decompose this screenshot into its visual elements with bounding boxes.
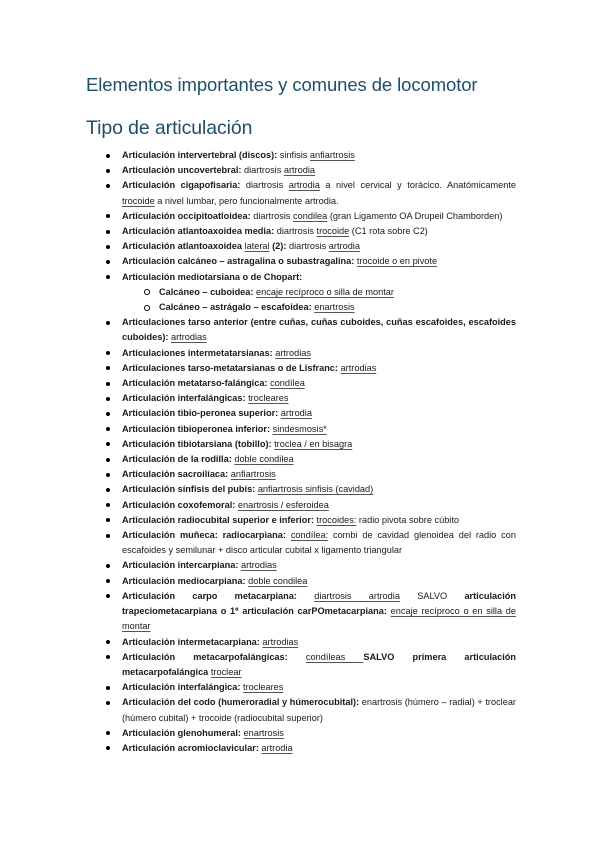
item-type: trocleares xyxy=(248,393,289,404)
item-label: Articulaciones intermetatarsianas: xyxy=(122,347,273,358)
list-item xyxy=(122,178,516,208)
item-type: enartrosis xyxy=(243,727,284,738)
item-type: artrodias xyxy=(275,347,311,358)
item-label: Articulación mediocarpiana: xyxy=(122,575,246,586)
item-label: Articulación glenohumeral: xyxy=(122,727,241,738)
item-type: doble condilea xyxy=(234,454,294,465)
list-item xyxy=(122,254,516,269)
item-label-end: (2): xyxy=(269,241,287,252)
item-label: Articulación sínfisis del pubis: xyxy=(122,484,256,495)
item-type: artrodias xyxy=(340,362,377,373)
list-item xyxy=(122,376,516,391)
list-item xyxy=(122,650,516,680)
list-item xyxy=(122,574,516,589)
sublist-item xyxy=(159,300,516,315)
item-label: articulación trapeciometacarpiana o 1ª articulación carPOmetacarpiana: xyxy=(122,590,517,617)
list-item xyxy=(122,422,516,437)
item-label: Calcáneo – cuboidea: xyxy=(159,286,254,297)
item-label: Articulación tibio-peronea superior: xyxy=(122,408,279,419)
list-item xyxy=(122,437,516,452)
item-label: Articulación calcáneo – astragalina o subastragalina: xyxy=(122,256,355,267)
item-text: a nivel lumbar, pero funcionalmente artrodia. xyxy=(154,195,339,206)
item-type: condílea: xyxy=(290,530,329,541)
item-label-underlined: lateral xyxy=(244,241,270,252)
item-text: SALVO xyxy=(399,590,465,601)
item-text: (gran Ligamento OA Drupeil Chamborden) xyxy=(327,210,503,221)
list-item xyxy=(122,148,516,163)
item-text: diartrosis xyxy=(241,165,284,176)
list-item xyxy=(122,452,516,467)
item-label: Articulación muñeca: radiocarpiana: xyxy=(122,530,286,541)
item-type: troclear xyxy=(210,666,242,677)
list-item xyxy=(122,270,516,316)
item-text: a nivel cervical y torácico. Anatómicamente xyxy=(319,180,516,191)
item-type: anfiartrosis sinfisis (cavidad) xyxy=(257,484,374,495)
item-label: Articulación cigapofisaria: xyxy=(122,180,241,191)
item-type: artrodias xyxy=(171,332,207,343)
list-item xyxy=(122,635,516,650)
list-item xyxy=(122,391,516,406)
list-item xyxy=(122,589,516,635)
list-item xyxy=(122,513,516,528)
list-item xyxy=(122,315,516,345)
item-label: Articulación intercarpiana: xyxy=(122,560,239,571)
item-label: Articulación atlantoaxoidea xyxy=(122,241,245,252)
item-label: Articulación tibioperonea inferior: xyxy=(122,423,271,434)
list-item xyxy=(122,680,516,695)
item-label: Articulación occipitoatloidea: xyxy=(122,210,251,221)
list-item xyxy=(122,209,516,224)
item-type: sindesmosis* xyxy=(272,423,327,434)
item-type: troclea / en bisagra xyxy=(274,438,353,449)
chopart-sublist xyxy=(122,285,516,315)
item-type: condilea xyxy=(293,210,328,221)
item-label: Articulación interfalángicas: xyxy=(122,393,246,404)
joint-list xyxy=(122,148,516,756)
item-label: Articulación sacroilíaca: xyxy=(122,469,229,480)
item-label: Articulación intervertebral (discos): xyxy=(122,150,278,160)
item-text xyxy=(297,591,314,601)
item-text xyxy=(288,652,306,662)
item-label: Calcáneo – astrágalo – escafoidea: xyxy=(159,302,312,313)
item-label: Articulación mediotarsiana o de Chopart: xyxy=(122,271,303,282)
item-text: diartrosis xyxy=(286,241,329,252)
list-item xyxy=(122,239,516,254)
item-type: artrodia xyxy=(280,408,312,419)
item-type: enartrosis / esferoidea xyxy=(237,499,329,510)
list-item xyxy=(122,558,516,573)
item-label: Articulación metacarpofalángicas: xyxy=(122,651,288,662)
item-label: Articulación de la rodilla: xyxy=(122,454,232,465)
item-type: trocoide o en pivote xyxy=(356,256,438,267)
item-type: artrodias xyxy=(262,636,299,647)
item-type: artrodia xyxy=(328,241,360,252)
item-label: Articulaciones tarso-metatarsianas o de Lisfranc: xyxy=(122,362,338,373)
sublist-item xyxy=(159,285,516,300)
item-label: Articulación coxofemoral: xyxy=(122,499,236,510)
item-type: trocoide xyxy=(316,226,350,237)
item-type: doble condilea xyxy=(248,575,308,586)
list-item xyxy=(122,467,516,482)
item-type: encaje recíproco o en silla de montar xyxy=(122,606,517,632)
document-title: Elementos importantes y comunes de locomotor xyxy=(86,74,478,95)
item-label: SALVO primera articulación metacarpofalángica xyxy=(122,651,517,677)
list-item xyxy=(122,346,516,361)
item-text: enartrosis (húmero – radial) + troclear (húmero cubital) + trocoide (radiocubital superior) xyxy=(122,697,516,723)
item-type: artrodias xyxy=(240,560,277,571)
item-type: trocleares xyxy=(243,682,284,693)
item-type: condílea xyxy=(270,378,305,389)
list-item xyxy=(122,498,516,513)
item-text: diartrosis xyxy=(274,226,317,237)
item-type: artrodia xyxy=(288,180,320,191)
item-label: Articulación del codo (humeroradial y húmerocubital): xyxy=(122,697,360,708)
item-text: radio pivota sobre cúbito xyxy=(356,514,460,525)
item-type: anfiartrosis xyxy=(309,150,355,160)
item-type: trocoide xyxy=(122,195,155,206)
list-item xyxy=(122,695,516,725)
list-item xyxy=(122,361,516,376)
item-type: anfiartrosis xyxy=(230,469,276,480)
section-heading: Tipo de articulación xyxy=(86,117,253,139)
list-item xyxy=(122,482,516,497)
item-type: encaje recíproco o silla de montar xyxy=(256,286,394,297)
item-label: Articulación uncovertebral: xyxy=(122,165,242,176)
item-text: sinfisis xyxy=(277,150,310,160)
item-type: trocoides: xyxy=(316,514,357,525)
item-type: diartrosis artrodia xyxy=(314,590,400,601)
item-label: Articulación metatarso-falángica: xyxy=(122,378,268,389)
item-text: diartrosis xyxy=(250,210,294,221)
list-item xyxy=(122,528,516,558)
list-item xyxy=(122,224,516,239)
list-item xyxy=(122,726,516,741)
item-label: Articulación tibiotarsiana (tobillo): xyxy=(122,438,272,449)
item-type: enartrosis xyxy=(314,302,355,313)
item-type: artrodia xyxy=(261,742,293,753)
item-label: Articulaciones tarso anterior (entre cuñas, cuñas cuboides, cuñas escafoides, escafoides cuboides): xyxy=(122,317,516,343)
item-label: Articulación carpo metacarpiana: xyxy=(122,590,297,601)
item-label: Articulación acromioclavicular: xyxy=(122,742,259,753)
item-label: Articulación atlantoaxoidea media: xyxy=(122,226,275,237)
item-text: diartrosis xyxy=(240,180,289,191)
list-item xyxy=(122,163,516,178)
item-type: condíleas xyxy=(305,651,364,662)
item-label: Articulación radiocubital superior e inferior: xyxy=(122,514,314,525)
item-type: artrodia xyxy=(283,165,316,176)
item-text: combi de cavidad glenoidea del radio con escafoides y semilunar + disco articular cubital x ligamento triangular xyxy=(122,530,516,556)
item-label: Articulación interfalángica: xyxy=(122,682,241,693)
list-item xyxy=(122,741,516,756)
item-text: (C1 rota sobre C2) xyxy=(349,226,428,237)
item-label: Articulación intermetacarpiana: xyxy=(122,636,260,647)
list-item xyxy=(122,406,516,421)
